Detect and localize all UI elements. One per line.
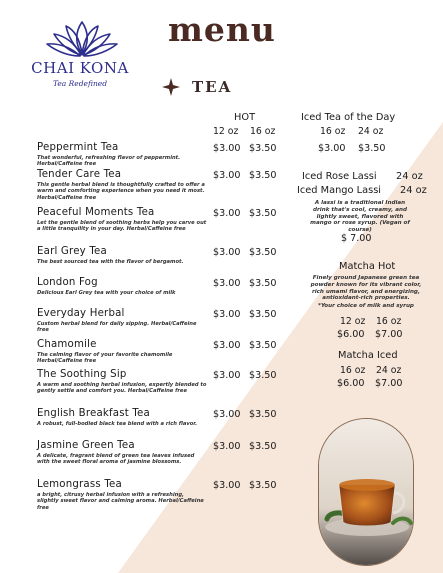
price-small: $3.00	[213, 309, 241, 320]
lotus-logo-icon	[44, 16, 120, 60]
price-small: $3.00	[213, 340, 241, 351]
item-description: A warm and soothing herbal infusion, expertly blended to gently settle and comfort you. Herbal/Caffeine free	[37, 382, 207, 395]
item-description: A delicate, fragrant blend of green tea leaves infused with the sweet floral aroma of jasmine blossoms.	[37, 453, 195, 466]
price-small: $3.00	[213, 480, 241, 491]
item-description: That wonderful, refreshing flavor of peppermint. Herbal/Caffeine free	[37, 155, 181, 168]
price-small: $3.00	[213, 409, 241, 420]
menu-item-earl-grey	[37, 246, 277, 265]
price-large: $3.50	[249, 278, 277, 289]
lassi-price: $ 7.00	[341, 233, 372, 244]
price-small: $3.00	[213, 441, 241, 452]
price-large: $3.50	[249, 441, 277, 452]
mango-lassi-name: Iced Mango Lassi	[297, 185, 382, 196]
iced-price-small: $3.00	[318, 143, 346, 154]
item-name: Peppermint Tea	[37, 142, 119, 153]
price-small: $3.00	[213, 278, 241, 289]
menu-item-tender-care	[37, 169, 277, 201]
matcha-note: *Your choice of milk and syrup	[318, 303, 414, 309]
item-description: Custom herbal blend for daily sipping. Herbal/Caffeine free	[37, 321, 197, 334]
menu-item-peppermint	[37, 142, 277, 168]
menu-item-jasmine-green	[37, 440, 277, 466]
rose-lassi-name: Iced Rose Lassi	[302, 171, 377, 182]
price-large: $3.50	[249, 309, 277, 320]
lassi-description: A lassi is a traditional Indian drink that's cool, creamy, and lightly sweet, flavored with mango or rose syrup. (Vegan of course)	[310, 200, 410, 234]
matcha-hot-size-large: 16 oz	[376, 316, 402, 327]
price-large: $3.50	[249, 370, 277, 381]
price-small: $3.00	[213, 247, 241, 258]
page-title: menu	[168, 10, 276, 49]
iced-size-large: 24 oz	[358, 126, 384, 137]
price-small: $3.00	[213, 208, 241, 219]
item-name: The Soothing Sip	[37, 369, 127, 380]
item-name: Jasmine Green Tea	[37, 440, 135, 451]
item-description: Let the gentle blend of soothing herbs help you carve out a little tranquility in your day. Herbal/Caffeine free	[37, 220, 207, 233]
item-description: This gentle herbal blend is thoughtfully crafted to offer a warm and comforting experience when you need it most. Herbal/Caffeine free	[37, 182, 205, 201]
matcha-iced-price-large: $7.00	[375, 378, 403, 389]
matcha-iced-size-large: 24 oz	[376, 365, 402, 376]
menu-item-chamomile	[37, 339, 277, 365]
item-name: Tender Care Tea	[37, 169, 122, 180]
price-large: $3.50	[249, 480, 277, 491]
price-large: $3.50	[249, 409, 277, 420]
item-description: The calming flavor of your favorite chamomile Herbal/Caffeine free	[37, 352, 173, 365]
item-name: English Breakfast Tea	[37, 408, 150, 419]
brand-name: CHAI KONA	[31, 59, 129, 77]
matcha-hot-size-small: 12 oz	[340, 316, 366, 327]
price-large: $3.50	[249, 247, 277, 258]
item-description: Delicious Earl Grey tea with your choice of milk	[37, 290, 176, 296]
iced-price-large: $3.50	[358, 143, 386, 154]
matcha-description: Finely ground Japanese green tea powder known for its vibrant color, rich umami flavor, and energizing, antioxidant-rich properties.	[310, 275, 422, 302]
tea-cup-photo	[318, 418, 414, 566]
item-name: Earl Grey Tea	[37, 246, 107, 257]
menu-item-london-fog	[37, 277, 277, 296]
matcha-iced-header: Matcha Iced	[338, 350, 398, 361]
rose-lassi-size: 24 oz	[396, 171, 423, 182]
price-small: $3.00	[213, 170, 241, 181]
item-description: The best sourced tea with the flavor of bergamot.	[37, 259, 184, 265]
sparkle-icon	[162, 78, 180, 96]
tea-cup-illustration	[319, 419, 414, 566]
hot-size-small: 12 oz	[213, 126, 239, 137]
matcha-hot-price-small: $6.00	[337, 329, 365, 340]
item-name: Lemongrass Tea	[37, 479, 122, 490]
item-name: London Fog	[37, 277, 98, 288]
matcha-iced-price-small: $6.00	[337, 378, 365, 389]
price-small: $3.00	[213, 370, 241, 381]
item-description: a bright, citrusy herbal infusion with a refreshing, slightly sweet flavor and calming aroma. Herbal/Caffeine free	[37, 492, 204, 511]
mango-lassi-size: 24 oz	[400, 185, 427, 196]
price-small: $3.00	[213, 143, 241, 154]
menu-item-english-breakfast	[37, 408, 277, 427]
item-name: Chamomile	[37, 339, 97, 350]
brand-tagline: Tea Redefined	[52, 79, 108, 88]
brand-logo	[30, 16, 130, 106]
hot-size-large: 16 oz	[250, 126, 276, 137]
section-title: TEA	[192, 78, 233, 96]
matcha-hot-price-large: $7.00	[375, 329, 403, 340]
price-large: $3.50	[249, 340, 277, 351]
menu-item-peaceful-moments	[37, 207, 277, 233]
hot-header: HOT	[234, 112, 256, 123]
iced-size-small: 16 oz	[320, 126, 346, 137]
menu-item-soothing-sip	[37, 369, 277, 395]
item-description: A robust, full-bodied black tea blend with a rich flavor.	[37, 421, 198, 427]
menu-item-everyday-herbal	[37, 308, 277, 334]
item-name: Everyday Herbal	[37, 308, 125, 319]
menu-item-lemongrass	[37, 479, 277, 511]
matcha-iced-size-small: 16 oz	[340, 365, 366, 376]
iced-tea-header: Iced Tea of the Day	[301, 112, 396, 123]
price-large: $3.50	[249, 208, 277, 219]
item-name: Peaceful Moments Tea	[37, 207, 155, 218]
matcha-hot-header: Matcha Hot	[339, 261, 396, 272]
price-large: $3.50	[249, 170, 277, 181]
price-large: $3.50	[249, 143, 277, 154]
